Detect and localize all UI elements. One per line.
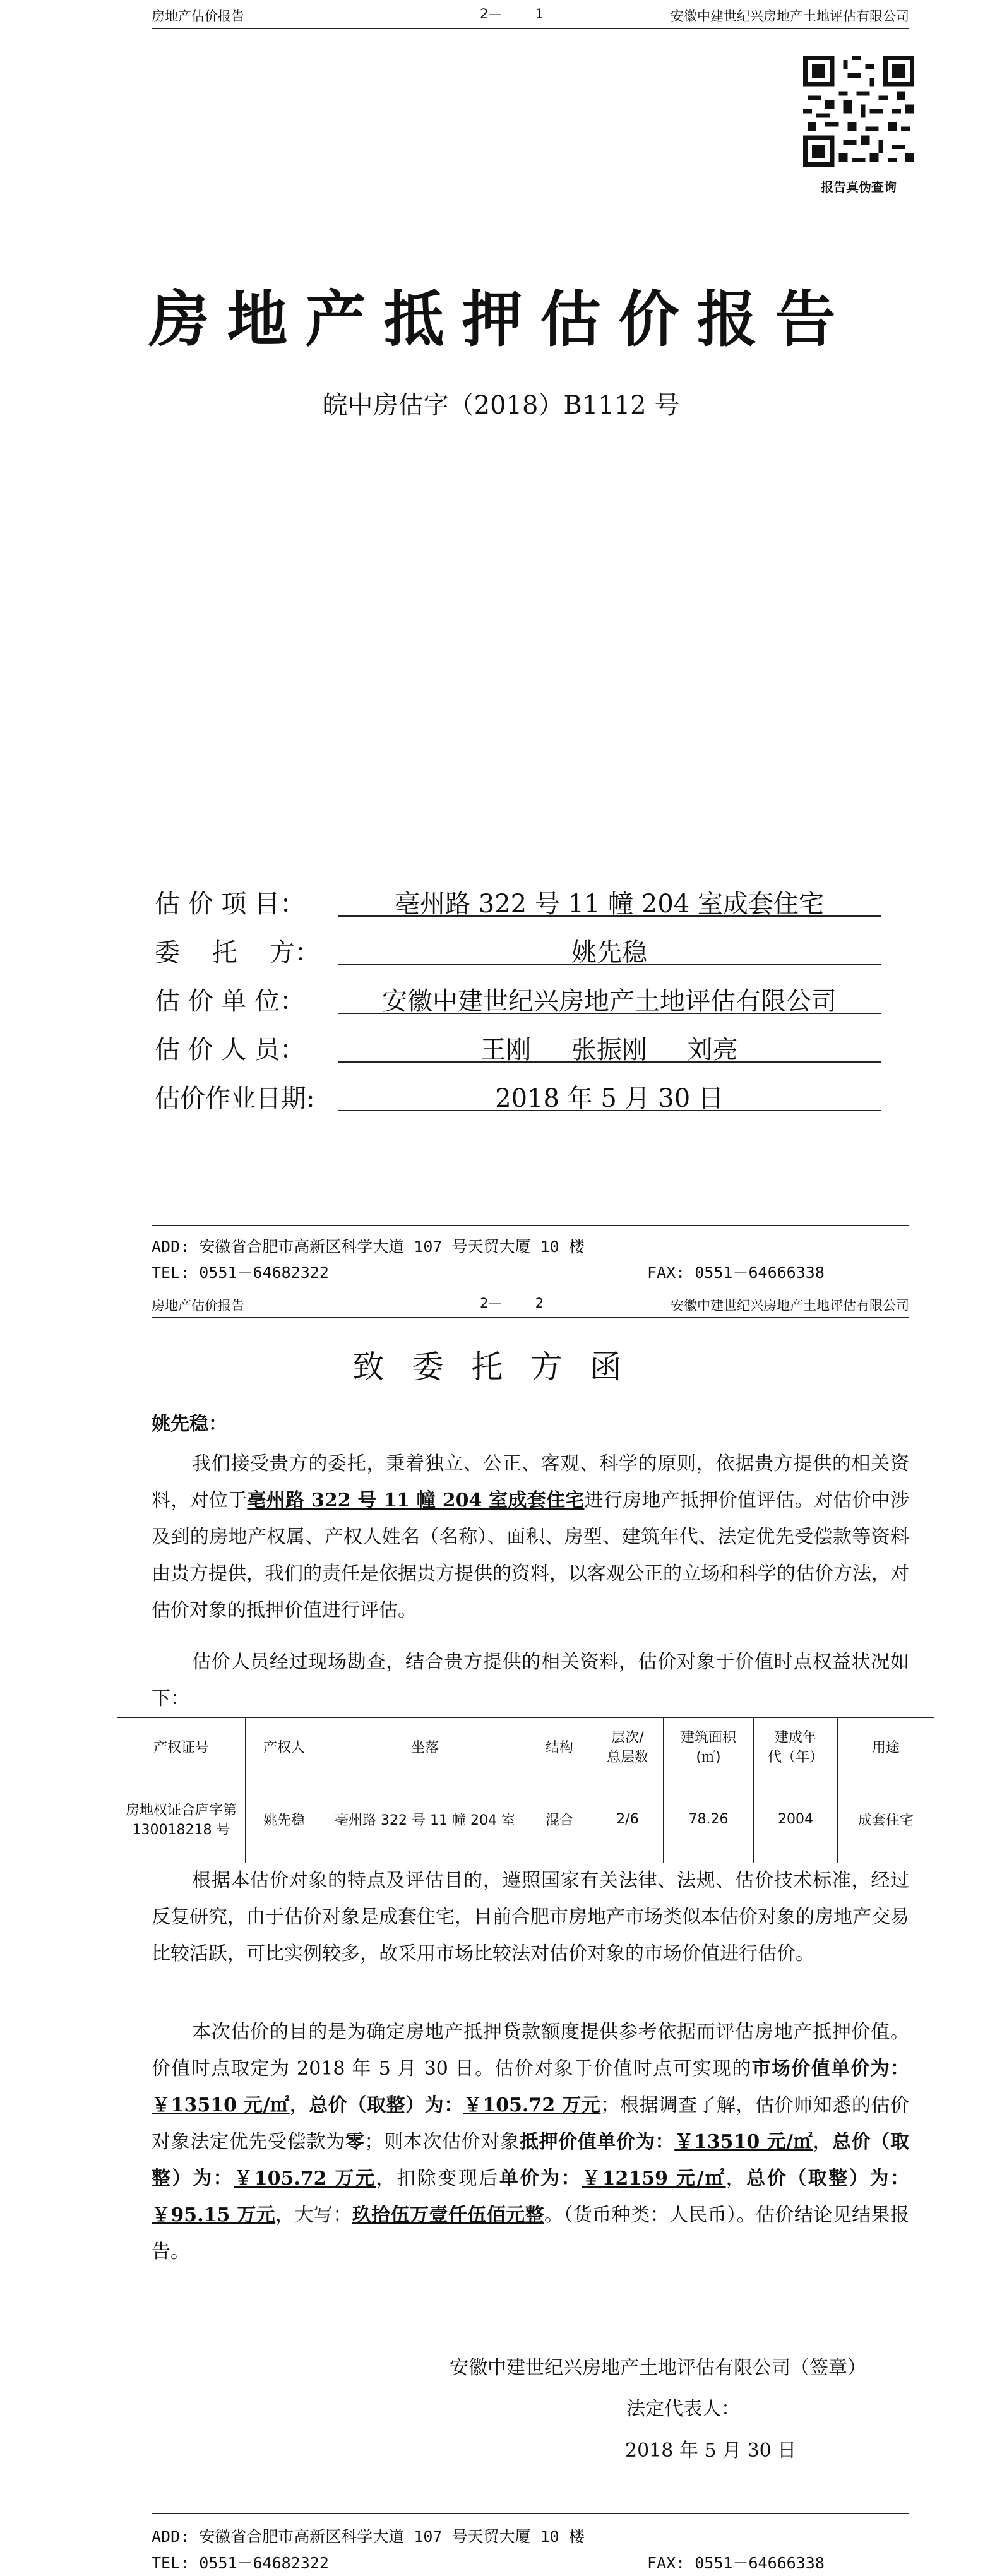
footer-rule [152, 2513, 909, 2514]
mortgage-total-price: ￥105.72 万元 [234, 2168, 376, 2190]
property-table [117, 1717, 934, 1863]
paragraph-1 [152, 1446, 909, 1629]
field-value: 姚先稳 [338, 933, 881, 965]
text-bold: 市场价值单价为： [751, 2058, 910, 2080]
text-bold: 抵押价值单价为： [519, 2131, 675, 2153]
text: ， [813, 2131, 833, 2153]
text: ；则本次估价对象 [364, 2131, 520, 2153]
table-cell: 亳州路 322 号 11 幢 204 室 [323, 1775, 527, 1863]
table-cell: 混合 [527, 1775, 592, 1863]
table-header-cell: 用途 [838, 1718, 934, 1775]
field-project [155, 884, 881, 922]
page1-header [152, 4, 909, 25]
footer-address: ADD: 安徽省合肥市高新区科学大道 107 号天贸大厦 10 楼 [152, 1237, 585, 1256]
text: 。（货币种类：人民币）。估价结论见结果报告。 [152, 2204, 909, 2263]
field-date [155, 1078, 881, 1116]
text: 本次估价的目的是为确定房地产抵押贷款额度提供参考依据而评估房地产抵押价值。价值时点取定为 2018 年 5 月 30 日。估价对象于价值时点可实现的 [152, 2021, 909, 2080]
text: ，扣除变现后 [376, 2168, 499, 2190]
signature-date: 2018 年 5 月 30 日 [625, 2440, 797, 2462]
table-cell: 姚先稳 [246, 1775, 323, 1863]
text: ，大写： [275, 2204, 352, 2226]
text: ， [289, 2094, 309, 2116]
net-total-price: ￥95.15 万元 [152, 2204, 276, 2226]
field-label: 估 价 人 员： [155, 1035, 306, 1064]
document-number: 皖中房估字（2018）B1112 号 [322, 391, 680, 420]
text: ；根据调查了解，估价师知悉的估价对象法定优先受偿款为 [152, 2094, 910, 2153]
text: 我们接受贵方的委托，秉着独立、公正、客观、科学的原则，依据贵方提供的相关资料，对位于 [152, 1453, 909, 1512]
field-value: 安徽中建世纪兴房地产土地评估有限公司 [338, 981, 881, 1014]
text-bold: 总价（取整）为： [309, 2094, 463, 2116]
signature-representative: 法定代表人： [626, 2398, 740, 2420]
footer-contact [152, 2551, 909, 2573]
field-label: 估价作业日期: [155, 1084, 315, 1113]
field-value: 2018 年 5 月 30 日 [338, 1078, 881, 1111]
paragraph-4 [152, 2014, 909, 2270]
text-bold: 总价（取整）为： [746, 2168, 909, 2190]
table-header-cell: 建成年 代（年） [754, 1718, 838, 1775]
field-value: 亳州路 322 号 11 幢 204 室成套住宅 [338, 884, 881, 917]
header-page-number: 2— 2 [480, 1296, 544, 1311]
signature-company: 安徽中建世纪兴房地产土地评估有限公司（签章） [450, 2357, 866, 2379]
table-header-cell: 产权人 [246, 1718, 323, 1775]
table-header-cell: 结构 [527, 1718, 592, 1775]
net-unit-price: ￥12159 元/㎡ [582, 2168, 726, 2190]
market-unit-price: ￥13510 元/㎡ [152, 2094, 290, 2116]
table-cell: 成套住宅 [838, 1775, 934, 1863]
field-label: 估 价 单 位： [155, 987, 306, 1016]
field-value: 王刚 张振刚 刘亮 [338, 1030, 881, 1063]
priority-claim: 零 [345, 2131, 365, 2153]
text: 进行房地产抵押价值评估。对估价中涉及到的房地产权属、产权人姓名（名称）、面积、房型、建筑年代、法定优先受偿款等资料由贵方提供，我们的责任是依据贵方提供的资料，以客观公正的立场和科学的估价方法，对估价对象的抵押价值进行评估。 [152, 1489, 909, 1621]
header-left: 房地产估价报告 [152, 9, 244, 24]
table-header-cell: 坐落 [323, 1718, 527, 1775]
paragraph-2: 估价人员经过现场勘查，结合贵方提供的相关资料，估价对象于价值时点权益状况如下： [152, 1651, 909, 1710]
table-cell: 2004 [754, 1775, 838, 1863]
table-header-cell: 建筑面积 (㎡) [664, 1718, 754, 1775]
text: ， [725, 2168, 747, 2190]
table-cell: 2/6 [592, 1775, 664, 1863]
table-header-cell: 层次/ 总层数 [592, 1718, 664, 1775]
letter-title: 致委托方函 [352, 1349, 650, 1385]
header-rule [152, 1317, 909, 1318]
header-rule [152, 28, 909, 29]
footer-tel: TEL: 0551－64682322 [152, 1263, 329, 1282]
field-label: 委 托 方： [155, 938, 320, 967]
header-left: 房地产估价报告 [152, 1298, 244, 1313]
footer-address: ADD: 安徽省合肥市高新区科学大道 107 号天贸大厦 10 楼 [152, 2527, 585, 2546]
property-address: 亳州路 322 号 11 幢 204 室成套住宅 [247, 1489, 585, 1512]
page2-header [152, 1293, 909, 1315]
table-header-cell: 产权证号 [117, 1718, 246, 1775]
header-right: 安徽中建世纪兴房地产土地评估有限公司 [671, 1298, 909, 1313]
table-header-row [117, 1718, 934, 1775]
footer-tel: TEL: 0551－64682322 [152, 2554, 329, 2572]
qr-caption: 报告真伪查询 [821, 179, 897, 194]
qr-code-icon[interactable] [803, 56, 914, 167]
report-title: 房地产抵押估价报告 [148, 284, 854, 355]
field-appraisers [155, 1030, 881, 1068]
footer-contact [152, 1260, 909, 1283]
amount-in-words: 玖拾伍万壹仟伍佰元整 [352, 2204, 544, 2226]
market-total-price: ￥105.72 万元 [463, 2094, 601, 2116]
header-page-number: 2— 1 [480, 6, 544, 21]
paragraph-3: 根据本估价对象的特点及评估目的，遵照国家有关法律、法规、估价技术标准，经过反复研究，由于估价对象是成套住宅，目前合肥市房地产市场类似本估价对象的房地产交易比较活跃，可比实例较多，故采用市场比较法对估价对象的市场价值进行估价。 [152, 1869, 909, 1965]
table-row [117, 1775, 934, 1863]
field-label: 估 价 项 目： [155, 890, 306, 919]
table-cell: 房地权证合庐字第 130018218 号 [117, 1775, 246, 1863]
text-bold: 总价（取整）为： [152, 2131, 910, 2190]
text-bold: 单价为： [499, 2168, 582, 2190]
field-appraiser-company [155, 981, 881, 1019]
field-client [155, 933, 881, 970]
salutation: 姚先稳： [152, 1413, 227, 1435]
footer-rule [152, 1225, 909, 1226]
mortgage-unit-price: ￥13510 元/㎡ [674, 2131, 813, 2153]
footer-fax: FAX: 0551－64666338 [647, 2554, 825, 2572]
header-right: 安徽中建世纪兴房地产土地评估有限公司 [671, 9, 909, 24]
footer-fax: FAX: 0551－64666338 [647, 1263, 825, 1282]
table-cell: 78.26 [664, 1775, 754, 1863]
